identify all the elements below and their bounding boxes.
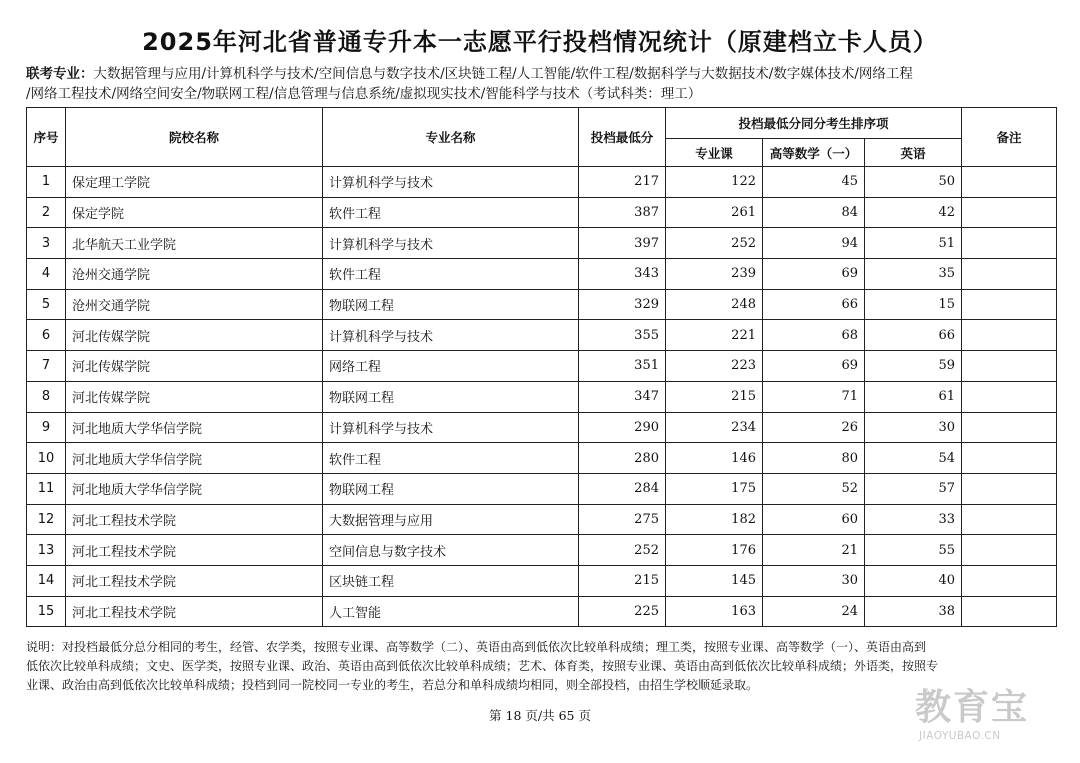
cell-major: 软件工程 <box>323 443 579 474</box>
cell-school: 河北传媒学院 <box>66 320 323 351</box>
cell-min-score: 397 <box>579 228 666 259</box>
cell-math: 71 <box>763 381 865 412</box>
table-row <box>27 197 1057 228</box>
cell-school: 河北工程技术学院 <box>66 504 323 535</box>
table-row <box>27 412 1057 443</box>
cell-school: 沧州交通学院 <box>66 289 323 320</box>
cell-remarks <box>962 197 1057 228</box>
header-index: 序号 <box>27 108 66 167</box>
cell-math: 84 <box>763 197 865 228</box>
header-math: 高等数学（一） <box>763 139 865 167</box>
majors-text-1: 大数据管理与应用/计算机科学与技术/空间信息与数字技术/区块链工程/人工智能/软件工程/数据科学与大数据技术/数字媒体技术/网络工程 <box>93 66 913 82</box>
cell-remarks <box>962 320 1057 351</box>
table-row <box>27 259 1057 290</box>
table-row <box>27 289 1057 320</box>
cell-major-course: 239 <box>666 259 763 290</box>
majors-line-1 <box>26 64 1056 84</box>
cell-major: 物联网工程 <box>323 473 579 504</box>
cell-math: 45 <box>763 167 865 198</box>
cell-major: 大数据管理与应用 <box>323 504 579 535</box>
cell-index: 6 <box>27 320 66 351</box>
table-row <box>27 473 1057 504</box>
cell-major-course: 146 <box>666 443 763 474</box>
cell-major-course: 215 <box>666 381 763 412</box>
cell-math: 80 <box>763 443 865 474</box>
note-line: 低依次比较单科成绩；文史、医学类，按照专业课、政治、英语由高到低依次比较单科成绩；艺术、体育类，按照专业课、英语由高到低依次比较单科成绩；外语类，按照专 <box>26 659 939 673</box>
cell-index: 4 <box>27 259 66 290</box>
cell-school: 河北工程技术学院 <box>66 565 323 596</box>
cell-min-score: 347 <box>579 381 666 412</box>
cell-remarks <box>962 565 1057 596</box>
cell-english: 55 <box>865 535 962 566</box>
cell-school: 河北工程技术学院 <box>66 535 323 566</box>
cell-english: 61 <box>865 381 962 412</box>
header-tie-group: 投档最低分同分考生排序项 <box>666 108 962 139</box>
cell-school: 河北传媒学院 <box>66 351 323 382</box>
cell-index: 9 <box>27 412 66 443</box>
cell-major: 空间信息与数字技术 <box>323 535 579 566</box>
cell-english: 54 <box>865 443 962 474</box>
cell-school: 河北地质大学华信学院 <box>66 473 323 504</box>
document-title: 2025年河北省普通专升本一志愿平行投档情况统计（原建档立卡人员） <box>142 28 938 56</box>
note-line: 说明：对投档最低分总分相同的考生，经管、农学类，按照专业课、高等数学（二）、英语由高到低依次比较单科成绩；理工类，按照专业课、高等数学（一）、英语由高到 <box>26 640 927 654</box>
cell-remarks <box>962 412 1057 443</box>
watermark-url: JIAOYUBAO.CN <box>919 730 1001 742</box>
cell-math: 60 <box>763 504 865 535</box>
cell-major: 物联网工程 <box>323 289 579 320</box>
cell-min-score: 225 <box>579 596 666 627</box>
cell-remarks <box>962 473 1057 504</box>
cell-index: 8 <box>27 381 66 412</box>
cell-school: 河北传媒学院 <box>66 381 323 412</box>
table-row <box>27 535 1057 566</box>
table-body <box>27 167 1057 627</box>
table-row <box>27 228 1057 259</box>
cell-min-score: 351 <box>579 351 666 382</box>
cell-math: 94 <box>763 228 865 259</box>
cell-major: 计算机科学与技术 <box>323 412 579 443</box>
cell-remarks <box>962 228 1057 259</box>
explanation-note <box>26 638 1058 695</box>
table-row <box>27 596 1057 627</box>
cell-min-score: 275 <box>579 504 666 535</box>
cell-math: 69 <box>763 351 865 382</box>
cell-math: 24 <box>763 596 865 627</box>
cell-min-score: 215 <box>579 565 666 596</box>
cell-english: 66 <box>865 320 962 351</box>
cell-math: 21 <box>763 535 865 566</box>
cell-index: 13 <box>27 535 66 566</box>
cell-index: 1 <box>27 167 66 198</box>
cell-english: 40 <box>865 565 962 596</box>
cell-major-course: 163 <box>666 596 763 627</box>
header-major-course: 专业课 <box>666 139 763 167</box>
cell-major-course: 175 <box>666 473 763 504</box>
cell-school: 河北地质大学华信学院 <box>66 443 323 474</box>
cell-english: 51 <box>865 228 962 259</box>
cell-english: 33 <box>865 504 962 535</box>
cell-index: 12 <box>27 504 66 535</box>
watermark <box>915 688 1065 748</box>
cell-index: 5 <box>27 289 66 320</box>
cell-remarks <box>962 443 1057 474</box>
table-row <box>27 443 1057 474</box>
cell-min-score: 217 <box>579 167 666 198</box>
cell-major-course: 122 <box>666 167 763 198</box>
cell-major-course: 261 <box>666 197 763 228</box>
cell-remarks <box>962 535 1057 566</box>
cell-school: 河北工程技术学院 <box>66 596 323 627</box>
cell-major-course: 252 <box>666 228 763 259</box>
cell-math: 52 <box>763 473 865 504</box>
cell-major: 人工智能 <box>323 596 579 627</box>
majors-line-2: /网络工程技术/网络空间安全/物联网工程/信息管理与信息系统/虚拟现实技术/智能科学与技术（考试科类：理工） <box>26 86 702 102</box>
cell-remarks <box>962 351 1057 382</box>
cell-min-score: 355 <box>579 320 666 351</box>
cell-major-course: 223 <box>666 351 763 382</box>
header-remarks: 备注 <box>962 108 1057 167</box>
cell-index: 10 <box>27 443 66 474</box>
cell-index: 7 <box>27 351 66 382</box>
cell-major: 计算机科学与技术 <box>323 228 579 259</box>
cell-major-course: 182 <box>666 504 763 535</box>
cell-major: 计算机科学与技术 <box>323 167 579 198</box>
note-line: 业课、政治由高到低依次比较单科成绩；投档到同一院校同一专业的考生，若总分和单科成绩均相同，则全部投档，由招生学校顺延录取。 <box>26 678 759 692</box>
cell-english: 59 <box>865 351 962 382</box>
cell-min-score: 252 <box>579 535 666 566</box>
cell-english: 15 <box>865 289 962 320</box>
cell-remarks <box>962 381 1057 412</box>
cell-index: 11 <box>27 473 66 504</box>
table-row <box>27 167 1057 198</box>
cell-english: 50 <box>865 167 962 198</box>
cell-math: 68 <box>763 320 865 351</box>
cell-min-score: 284 <box>579 473 666 504</box>
table-row <box>27 565 1057 596</box>
cell-school: 河北地质大学华信学院 <box>66 412 323 443</box>
cell-min-score: 280 <box>579 443 666 474</box>
watermark-logo: 教育宝 <box>915 687 1030 728</box>
cell-major: 计算机科学与技术 <box>323 320 579 351</box>
table-row <box>27 351 1057 382</box>
cell-remarks <box>962 289 1057 320</box>
cell-min-score: 387 <box>579 197 666 228</box>
cell-remarks <box>962 167 1057 198</box>
cell-english: 42 <box>865 197 962 228</box>
cell-index: 15 <box>27 596 66 627</box>
cell-english: 30 <box>865 412 962 443</box>
cell-major: 软件工程 <box>323 197 579 228</box>
cell-school: 保定学院 <box>66 197 323 228</box>
cell-major-course: 145 <box>666 565 763 596</box>
cell-remarks <box>962 504 1057 535</box>
cell-school: 保定理工学院 <box>66 167 323 198</box>
cell-math: 69 <box>763 259 865 290</box>
header-row-1 <box>27 108 1057 139</box>
cell-english: 38 <box>865 596 962 627</box>
cell-min-score: 343 <box>579 259 666 290</box>
cell-remarks <box>962 596 1057 627</box>
admission-table <box>26 107 1057 627</box>
table-row <box>27 381 1057 412</box>
cell-major-course: 234 <box>666 412 763 443</box>
majors-label: 联考专业： <box>26 66 94 82</box>
cell-index: 3 <box>27 228 66 259</box>
cell-school: 沧州交通学院 <box>66 259 323 290</box>
cell-major-course: 176 <box>666 535 763 566</box>
cell-major: 物联网工程 <box>323 381 579 412</box>
cell-math: 26 <box>763 412 865 443</box>
cell-major: 网络工程 <box>323 351 579 382</box>
cell-school: 北华航天工业学院 <box>66 228 323 259</box>
cell-remarks <box>962 259 1057 290</box>
cell-major-course: 221 <box>666 320 763 351</box>
cell-major: 软件工程 <box>323 259 579 290</box>
page-number: 第 18 页/共 65 页 <box>489 708 591 723</box>
header-school: 院校名称 <box>66 108 323 167</box>
header-min-score: 投档最低分 <box>579 108 666 167</box>
cell-index: 2 <box>27 197 66 228</box>
cell-math: 66 <box>763 289 865 320</box>
majors-list <box>26 64 1056 104</box>
header-major: 专业名称 <box>323 108 579 167</box>
cell-major-course: 248 <box>666 289 763 320</box>
cell-min-score: 329 <box>579 289 666 320</box>
cell-english: 35 <box>865 259 962 290</box>
header-english: 英语 <box>865 139 962 167</box>
cell-index: 14 <box>27 565 66 596</box>
table-row <box>27 504 1057 535</box>
cell-math: 30 <box>763 565 865 596</box>
cell-major: 区块链工程 <box>323 565 579 596</box>
table-row <box>27 320 1057 351</box>
cell-min-score: 290 <box>579 412 666 443</box>
cell-english: 57 <box>865 473 962 504</box>
